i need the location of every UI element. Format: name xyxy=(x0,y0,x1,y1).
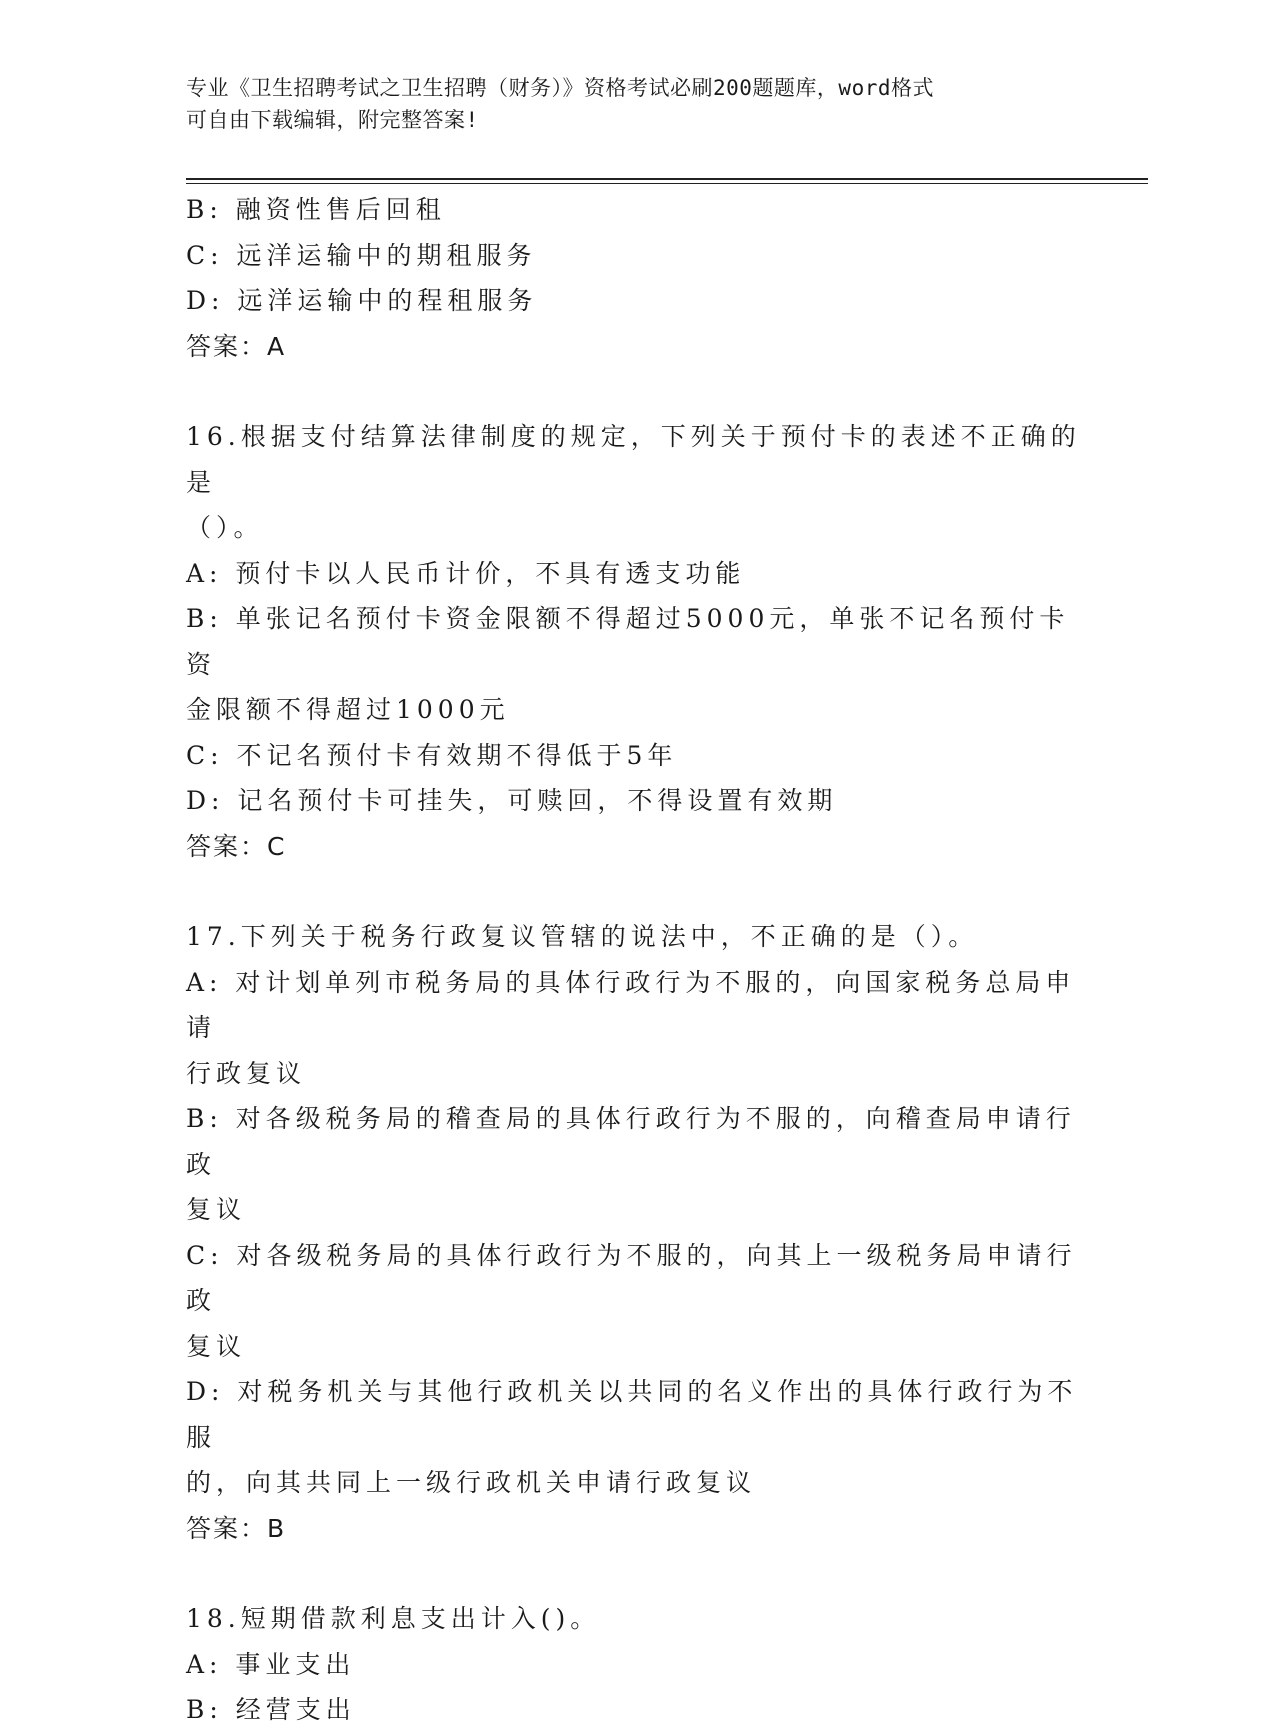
header-title-line-1: 专业《卫生招聘考试之卫生招聘（财务）》资格考试必刷200题题库，word格式 xyxy=(186,76,934,100)
q17-stem: 17.下列关于税务行政复议管辖的说法中，不正确的是（）。 xyxy=(186,922,979,951)
q16-option-b-line-2: 金限额不得超过1000元 xyxy=(186,695,510,724)
q15-option-d: D: 远洋运输中的程租服务 xyxy=(186,286,538,315)
q15-option-b: B: 融资性售后回租 xyxy=(186,195,446,224)
question-spacer xyxy=(186,1551,1086,1596)
q17-option-c-line-1: C: 对各级税务局的具体行政行为不服的，向其上一级税务局申请行政 xyxy=(186,1240,1077,1315)
question-content xyxy=(186,187,1086,1733)
q17-answer: 答案：B xyxy=(186,1513,287,1543)
header-title-line-2: 可自由下载编辑，附完整答案! xyxy=(186,108,479,132)
q15-answer: 答案：A xyxy=(186,331,287,361)
q16-option-c: C: 不记名预付卡有效期不得低于5年 xyxy=(186,740,678,770)
q17-option-d-line-2: 的，向其共同上一级行政机关申请行政复议 xyxy=(186,1468,757,1497)
q17-option-a-line-2: 行政复议 xyxy=(186,1058,307,1088)
q17-option-c-line-2: 复议 xyxy=(186,1331,247,1361)
document-header xyxy=(186,72,1066,136)
q18-stem: 18.短期借款利息支出计入()。 xyxy=(186,1604,601,1633)
q18-option-b: B: 经营支出 xyxy=(186,1695,356,1724)
question-spacer xyxy=(186,369,1086,414)
q15-option-c: C: 远洋运输中的期租服务 xyxy=(186,240,537,270)
q17-option-d-line-1: D: 对税务机关与其他行政机关以共同的名义作出的具体行政行为不服 xyxy=(186,1377,1078,1452)
header-divider-thin xyxy=(186,183,1148,184)
q17-option-a-line-1: A: 对计划单列市税务局的具体行政行为不服的，向国家税务总局申请 xyxy=(186,967,1076,1042)
q16-answer: 答案：C xyxy=(186,831,287,861)
q17-option-b-line-1: B: 对各级税务局的稽查局的具体行政行为不服的，向稽查局申请行政 xyxy=(186,1104,1076,1179)
question-spacer xyxy=(186,869,1086,914)
q16-option-d: D: 记名预付卡可挂失，可赎回，不得设置有效期 xyxy=(186,786,838,815)
q16-option-b-line-1: B: 单张记名预付卡资金限额不得超过5000元，单张不记名预付卡资 xyxy=(186,604,1070,679)
q16-option-a: A: 预付卡以人民币计价，不具有透支功能 xyxy=(186,558,746,588)
q16-stem-line-1: 16.根据支付结算法律制度的规定，下列关于预付卡的表述不正确的是 xyxy=(186,422,1081,497)
q17-option-b-line-2: 复议 xyxy=(186,1195,247,1224)
header-divider-thick xyxy=(186,178,1148,180)
q18-option-a: A: 事业支出 xyxy=(186,1649,356,1679)
q16-stem-line-2: （）。 xyxy=(186,513,264,542)
